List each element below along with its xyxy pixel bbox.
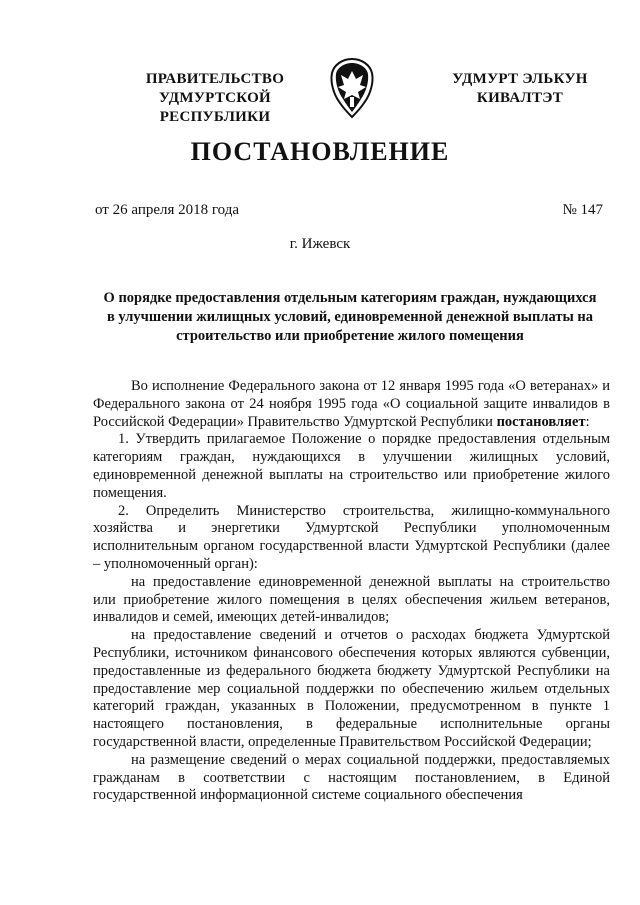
paragraph-subitem-1: на предоставление единовременной денежной выплаты на строительство или приобретение жилого помещения в целях обеспечения жильем ветеранов, инвалидов и семей, имеющих детей-инвалидов; [93,573,610,626]
preamble-bold-verb: постановляет [496,413,586,430]
issuer-udmurt-line-1: УДМУРТ ЭЛЬКУН [452,71,588,87]
issuer-name-udmurt [430,70,610,108]
document-city: г. Ижевск [289,236,351,252]
paragraph-item-1: 1. Утвердить прилагаемое Положение о порядке предоставления отдельным категориям граждан, нуждающихся в улучшении жилищных условий, единовременной денежной выплаты на строительство или приобретение жилого помещения. [93,431,610,501]
subject-line-2: в улучшении жилищных условий, единовременной денежной выплаты на [106,309,594,325]
document-number: № 147 [562,202,603,218]
paragraph-subitem-2: на предоставление сведений и отчетов о расходах бюджета Удмуртской Республики, источником финансового обеспечения которых являются субвенции, предоставленные из федерального бюджета бюджету Удмуртской Республики на предоставление мер социальной поддержки по обеспечению жильем отдельных категорий граждан, указанных в Положении, предусмотренном в пункте 1 настоящего постановления, в федеральные исполнительные органы государственной власти, определенные Правительством Российской Федерации; [93,627,610,750]
issuer-line-2: УДМУРТСКОЙ РЕСПУБЛИКИ [159,90,271,125]
paragraph-subitem-3: на размещение сведений о мерах социальной поддержки, предоставляемых гражданам в соответствии с настоящим постановлением, в Единой государственной информационной системе социального обеспечения [93,751,610,804]
subject-line-3: строительство или приобретение жилого помещения [176,328,524,344]
paragraph-item-2: 2. Определить Министерство строительства, жилищно-коммунального хозяйства и энергетики Удмуртской Республики уполномоченным исполнительным органом государственной власти Удмуртской Республики (далее – уполномоченный орган): [93,502,610,572]
issuer-udmurt-line-2: КИВАЛТЭТ [476,90,564,106]
document-title: ПОСТАНОВЛЕНИЕ [190,137,450,166]
document-subject [90,289,610,346]
preamble-paragraph [93,378,610,431]
issuer-name-russian [105,70,325,127]
udmurt-coat-of-arms-icon [328,57,376,119]
preamble-colon: : [585,413,590,430]
document-date: от 26 апреля 2018 года [95,202,240,218]
preamble-text: Во исполнение Федерального закона от 12 января 1995 года «О ветеранах» и Федерального закона от 24 ноября 1995 года «О социальной защите инвалидов в Российской Федерации» Правительство Удмуртской Республики [93,378,610,430]
document-body [93,378,610,805]
subject-line-1: О порядке предоставления отдельным категориям граждан, нуждающихся [103,290,597,306]
issuer-line-1: ПРАВИТЕЛЬСТВО [145,71,285,87]
